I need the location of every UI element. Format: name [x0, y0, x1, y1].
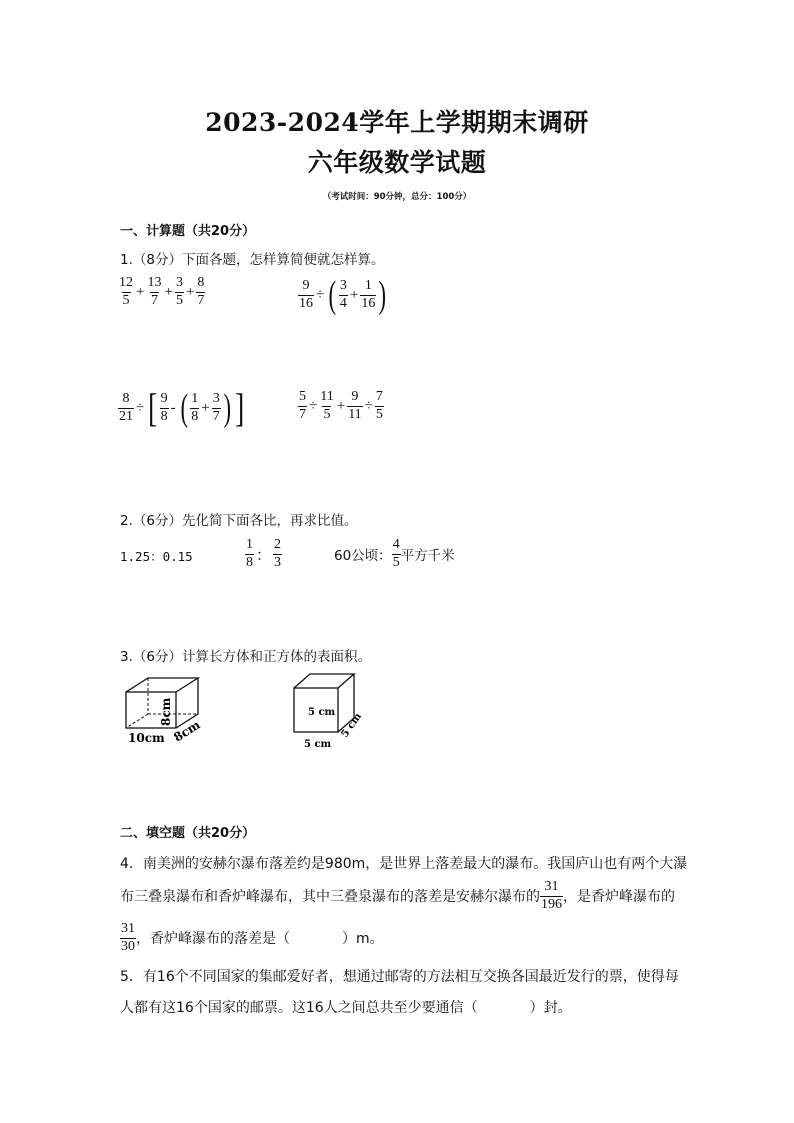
- question-4-line-3: $\frac{31}{30}$ ，香炉峰瀑布的落差是（ ）m。: [121, 921, 384, 954]
- fraction: $\frac{4}{5}$: [392, 537, 400, 570]
- question-4-line-2: 布三叠泉瀑布和香炉峰瀑布，其中三叠泉瀑布的落差是安赫尔瀑布的 $\frac{31}{196}$ ，是香炉峰瀑布的: [120, 879, 675, 912]
- fraction: $\frac{1}{16}$: [361, 277, 376, 311]
- cuboid-length-label: 10cm: [128, 731, 165, 745]
- fraction: $\frac{3}{4}$: [339, 277, 347, 311]
- question-2-prompt: 2.（6分）先化简下面各比，再求比值。: [120, 513, 358, 529]
- expression-3: $\frac{8}{21}$ ÷ [ $\frac{9}{8}$ - ( $\frac{1}{8}$ + $\frac{3}{7}$ ) ]: [119, 385, 245, 430]
- fraction: $\frac{31}{196}$: [541, 879, 562, 912]
- fraction: $\frac{31}{30}$: [121, 921, 135, 954]
- fraction: $\frac{9}{16}$: [299, 277, 313, 311]
- fraction: $\frac{12}{5}$: [119, 275, 133, 308]
- expression-4: $\frac{5}{7}$ ÷ $\frac{11}{5}$ + $\frac{9}{11}$ ÷ $\frac{7}{5}$: [299, 389, 383, 422]
- fraction: $\frac{8}{7}$: [197, 275, 205, 308]
- expression-1: $\frac{12}{5}$ + $\frac{13}{7}$ + $\frac{3}{5}$ + $\frac{8}{7}$: [119, 275, 205, 308]
- fraction: $\frac{1}{8}$: [246, 537, 253, 570]
- fraction: $\frac{7}{5}$: [375, 389, 383, 422]
- fraction: $\frac{1}{8}$: [191, 390, 199, 424]
- question-5-line-2: 人都有这16个国家的邮票。这16人之间总共至少要通信（ ）封。: [120, 1000, 572, 1016]
- cube-front-label: 5 cm: [308, 707, 336, 718]
- cuboid-width-label: 8cm: [171, 717, 203, 745]
- fraction: $\frac{13}{7}$: [147, 275, 162, 308]
- question-1-prompt: 1.（8分）下面各题，怎样算简便就怎样算。: [120, 252, 385, 268]
- fraction: $\frac{11}{5}$: [320, 389, 334, 422]
- fraction: $\frac{9}{8}$: [160, 390, 168, 424]
- cuboid-height-label: 8cm: [159, 697, 173, 726]
- exam-title: 2023-2024学年上学期期末调研: [205, 108, 589, 137]
- fraction: $\frac{9}{11}$: [348, 389, 362, 422]
- cube-bottom-label: 5 cm: [304, 739, 332, 750]
- cube-side-label: 5 cm: [339, 711, 365, 740]
- section-2-heading: 二、填空题（共20分）: [120, 826, 256, 841]
- cuboid-figure: [118, 672, 228, 750]
- question-5-line-1: 5．有16个不同国家的集邮爱好者，想通过邮寄的方法相互交换各国最近发行的票，使得每: [120, 969, 679, 985]
- cube-figure: [288, 668, 378, 752]
- expression-2: $\frac{9}{16}$ ÷ ( $\frac{3}{4}$ + $\frac{1}{16}$ ): [299, 274, 387, 316]
- fraction: $\frac{8}{21}$: [119, 390, 133, 424]
- exam-subtitle: 六年级数学试题: [307, 148, 487, 177]
- section-1-heading: 一、计算题（共20分）: [120, 224, 256, 239]
- ratio-1: 1.25：0.15: [120, 549, 193, 564]
- fraction: $\frac{3}{5}$: [175, 275, 183, 308]
- fraction: $\frac{3}{7}$: [212, 390, 220, 424]
- question-4-line-1: 4．南美洲的安赫尔瀑布落差约是980m，是世界上落差最大的瀑布。我国庐山也有两个大瀑: [120, 856, 688, 872]
- ratio-3: 60公顷： $\frac{4}{5}$ 平方千米: [334, 537, 455, 570]
- fraction: $\frac{2}{3}$: [274, 537, 282, 570]
- question-3-prompt: 3.（6分）计算长方体和正方体的表面积。: [120, 649, 371, 665]
- exam-note: （考试时间：90分钟，总分：100分）: [322, 192, 472, 202]
- fraction: $\frac{5}{7}$: [299, 389, 306, 422]
- ratio-2: $\frac{1}{8}$ ： $\frac{2}{3}$: [246, 537, 282, 570]
